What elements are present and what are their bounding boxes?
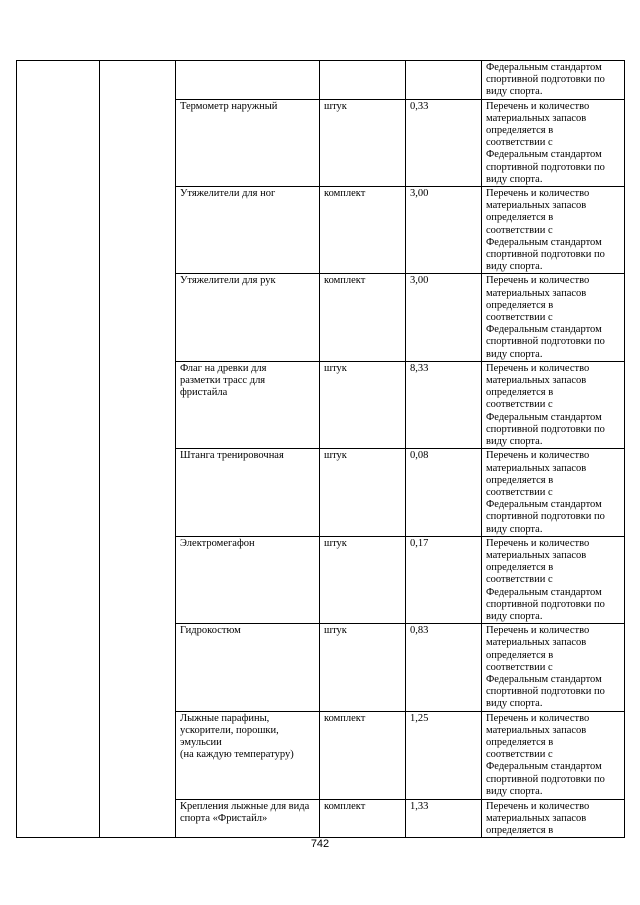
item-quantity: 0,33 bbox=[406, 99, 482, 186]
item-name: Флаг на древки для разметки трасс для фристайла bbox=[176, 361, 320, 448]
item-name: Гидрокостюм bbox=[176, 624, 320, 711]
item-quantity: 1,25 bbox=[406, 711, 482, 799]
merged-cell-col1 bbox=[17, 61, 100, 838]
item-quantity: 0,17 bbox=[406, 536, 482, 623]
item-quantity: 1,33 bbox=[406, 799, 482, 838]
item-name: Утяжелители для ног bbox=[176, 187, 320, 274]
equipment-table bbox=[16, 60, 625, 838]
item-note: Перечень и количество материальных запасов определяется в соответствии с Федеральным стандартом спортивной подготовки по виду спорта. bbox=[482, 624, 625, 711]
item-name: Термометр наружный bbox=[176, 99, 320, 186]
item-unit bbox=[320, 61, 406, 100]
item-note: Перечень и количество материальных запасов определяется в соответствии с Федеральным стандартом спортивной подготовки по виду спорта. bbox=[482, 274, 625, 361]
item-note: Перечень и количество материальных запасов определяется в bbox=[482, 799, 625, 838]
item-quantity: 3,00 bbox=[406, 274, 482, 361]
item-quantity: 8,33 bbox=[406, 361, 482, 448]
item-unit: штук bbox=[320, 99, 406, 186]
item-unit: комплект bbox=[320, 274, 406, 361]
table-row bbox=[17, 61, 625, 100]
item-note: Перечень и количество материальных запасов определяется в соответствии с Федеральным стандартом спортивной подготовки по виду спорта. bbox=[482, 449, 625, 536]
item-note: Перечень и количество материальных запасов определяется в соответствии с Федеральным стандартом спортивной подготовки по виду спорта. bbox=[482, 536, 625, 623]
item-note: Перечень и количество материальных запасов определяется в соответствии с Федеральным стандартом спортивной подготовки по виду спорта. bbox=[482, 361, 625, 448]
item-quantity bbox=[406, 61, 482, 100]
item-quantity: 3,00 bbox=[406, 187, 482, 274]
page-number: 742 bbox=[310, 838, 330, 850]
item-quantity: 0,83 bbox=[406, 624, 482, 711]
item-unit: комплект bbox=[320, 799, 406, 838]
item-unit: штук bbox=[320, 624, 406, 711]
item-name: Утяжелители для рук bbox=[176, 274, 320, 361]
item-name: Электромегафон bbox=[176, 536, 320, 623]
item-note: Федеральным стандартом спортивной подготовки по виду спорта. bbox=[482, 61, 625, 100]
item-name: Крепления лыжные для вида спорта «Фристайл» bbox=[176, 799, 320, 838]
item-unit: комплект bbox=[320, 711, 406, 799]
item-note: Перечень и количество материальных запасов определяется в соответствии с Федеральным стандартом спортивной подготовки по виду спорта. bbox=[482, 711, 625, 799]
item-unit: комплект bbox=[320, 187, 406, 274]
item-unit: штук bbox=[320, 449, 406, 536]
item-note: Перечень и количество материальных запасов определяется в соответствии с Федеральным стандартом спортивной подготовки по виду спорта. bbox=[482, 187, 625, 274]
item-name bbox=[176, 61, 320, 100]
item-unit: штук bbox=[320, 361, 406, 448]
item-name: Штанга тренировочная bbox=[176, 449, 320, 536]
item-name: Лыжные парафины, ускорители, порошки, эмульсии (на каждую температуру) bbox=[176, 711, 320, 799]
item-unit: штук bbox=[320, 536, 406, 623]
merged-cell-col2 bbox=[100, 61, 176, 838]
item-quantity: 0,08 bbox=[406, 449, 482, 536]
item-note: Перечень и количество материальных запасов определяется в соответствии с Федеральным стандартом спортивной подготовки по виду спорта. bbox=[482, 99, 625, 186]
